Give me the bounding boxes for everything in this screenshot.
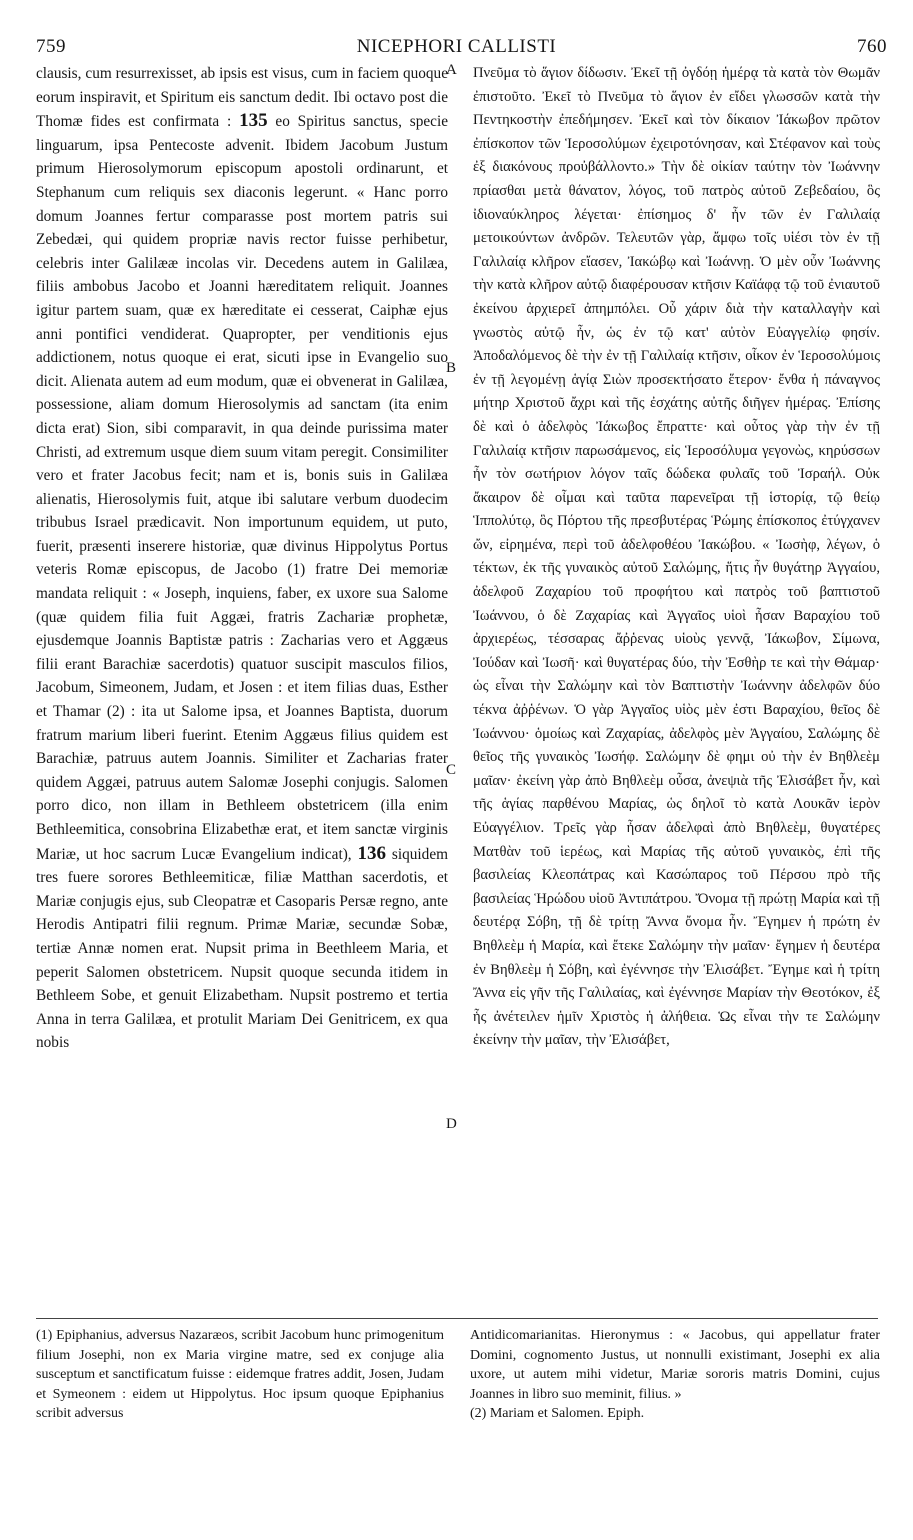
footnote-divider bbox=[36, 1318, 878, 1319]
margin-letter-d: D bbox=[446, 1116, 457, 1132]
margin-letter-a: A bbox=[446, 62, 457, 78]
footnote-left bbox=[36, 1326, 444, 1424]
margin-letter-b: B bbox=[446, 360, 457, 376]
footnote-1-continued: Antidicomarianitas. Hieronymus : « Jacobus, qui appellatur frater Domini, cognomento Justus, ut nonnulli existimant, Josephi ex alia uxore, ut autem mihi videtur, Mariæ sororis matris Domini, cujus Joannes in libro suo meminit, filius. » bbox=[470, 1328, 880, 1402]
running-title: NICEPHORI CALLISTI bbox=[356, 36, 557, 57]
column-number-135: 135 bbox=[239, 110, 268, 132]
footnote-right bbox=[470, 1326, 880, 1424]
latin-paragraph-2: eo Spiritus sanctus, specie linguarum, ipsa Pentecoste advenit. Ibidem Jacobum Justum primum Hierosolymorum episcopum apostoli ordinarunt, et Stephanum cum reliquis sex diaconis legerunt. « Hanc porro domum Joannes fertur comparasse post mortem patris sui Zebedæi, qui quidem propriæ navis rector fuisse perhibetur, celebris inter Galilææ incolas vir. Decedens autem in Galilæa, filiis ambobus Jacobo et Joanni hæreditatem reliquit. Joannes igitur partem suam, quæ ex hæreditate ei cesserat, Caiphæ ejus anni pontifici vendiderat. Quapropter, per venditionis ejus addictionem, notus quoque ei erat, sicuti ipse in Evangelio suo dicit. Alienata autem ad eum modum, quæ ei obvenerat in Galilæa, possessione, aliam domum Hierosolymis ad sanctam (ita enim dicta erat) Sion, sibi comparavit, in qua deinde purissima mater Christi, ad extremum usque diem suum vitam peregit. Consimiliter vero et frater Jacobus fecit; nam et is, bonis suis in Galilæa alienatis, Hierosolymis fuit, atque ibi salutare verbum duodecim tribubus Israel prædicavit. Non importunum equidem, ut puto, fuerit, præsenti inserere historiæ, quæ divinus Hippolytus Portus veteris Romæ episcopus, de Jacobo (1) fratre Dei memoriæ mandata reliquit : « Joseph, inquiens, faber, ex uxore sua Salome (quæ quidem filia fuit Aggæi, fratris Zachariæ prophetæ, ejusdemque Joannis Baptistæ patris : Zacharias vero et Aggæus filii erant Barachiæ sacerdotis) quatuor suscipit masculos filios, Jacobum, Simeonem, Judam, et Josen : et item filias duas, Esther et Thamar (2) : ita ut Salome ipsa, et Joannes Baptista, duorum fratrum marium liberi fuerint. Etenim Aggæus filius quidem est Barachiæ, patruus autem Joannis. Similiter et Zacharias frater quidem Aggæi, patruus autem Salomæ Josephi conjugis. Salomen porro dico, non illam in Bethleem obstetricem (illa enim Bethleemitica, consobrina Elizabethæ erat, et item sanctæ virginis Mariæ, ut hoc sacrum Lucæ Evangelium indicat), bbox=[36, 113, 448, 863]
margin-letters bbox=[446, 0, 466, 1300]
page-number-right: 760 bbox=[857, 36, 887, 57]
latin-text bbox=[36, 62, 448, 1055]
greek-column bbox=[473, 62, 880, 1053]
latin-paragraph-1: clausis, cum resurrexisset, ab ipsis est visus, cum in faciem quoque eorum inspiravit, et Spiritum eis sanctum dedit. Ibi octavo post die Thomæ fides est confirmata : bbox=[36, 65, 448, 131]
column-number-136: 136 bbox=[357, 842, 387, 864]
greek-text: Πνεῦμα τὸ ἅγιον δίδωσιν. Ἐκεῖ τῇ ὀγδόῃ ἡμέρᾳ τὰ κατὰ τὸν Θωμᾶν ἐπιστοῦτο. Ἐκεῖ τὸ Πνεῦμα τὸ ἅγιον ἐν εἴδει γλωσσῶν κατὰ τὴν Πεντηκοστὴν ἐπεδήμησεν. Ἐκεῖ καὶ τὸν δίκαιον Ἰάκωβον πρῶτον ἐπίσκοπον τῶν Ἱεροσολύμων ἐχειροτόνησαν, καὶ Στέφανον καὶ τοὺς ἐξ διακόνους προὐβάλλοντο.» Τὴν δὲ οἰκίαν ταύτην τὸν Ἰωάννην πρίασθαι μετὰ θάνατον, λόγος, τοῦ πατρὸς αὐτοῦ Ζεβεδαίου, ὃς ἰδιοναύκληρος λέγεται· ἐπίσημος δ' ἦν τῶν ἐν Γαλιλαίᾳ μετοικούντων ἀνδρῶν. Τελευτῶν γὰρ, ἄμφω τοῖς υἱέσι τὸν ἐν τῇ Γαλιλαίᾳ κλῆρον εἴασεν, Ἰακώβῳ καὶ Ἰωάννῃ. Ὁ μὲν οὖν Ἰωάννης τὴν κατὰ κλῆρον αὐτῷ διαφέρουσαν κτῆσιν Καϊάφᾳ τῷ τοῦ ἐνιαυτοῦ ἐκείνου ἀρχιερεῖ ἀπημπόλει. Οὗ χάριν διὰ τὴν καταλλαγὴν καὶ γνωστὸς αὐτῷ ἦν, ὡς ἐν τῷ κατ' αὐτὸν Εὐαγγελίῳ φησίν. Ἀποδαλόμενος δὲ τὴν ἐν τῇ Γαλιλαίᾳ κτῆσιν, οἶκον ἐν Ἱεροσολύμοις ἐν τῇ λεγομένῃ ἁγίᾳ Σιὼν προσεκτήσατο ἕτερον· ἔνθα ἡ πάναγνος μήτηρ Χριστοῦ ἄχρι καὶ τῆς ἐσχάτης αὐτῆς διῆγεν ἡμέρας. Ἐπίσης δὲ καὶ ὁ ἀδελφὸς Ἰάκωβος ἔπραττε· καὶ οὗτος γὰρ τὴν ἐν τῇ Γαλιλαίᾳ κτῆσιν παρωσάμενος, εἰς Ἱεροσόλυμα γεγονὼς, κηρύσσων ἦν τὸν σωτήριον λόγον ταῖς δώδεκα φυλαῖς τοῦ Ἰσραήλ. Οὐκ ἄκαιρον δὲ οἶμαι καὶ ταῦτα παρενεῖραι τῇ ἱστορίᾳ, τῷ θείῳ Ἱππολύτῳ, ὃς Πόρτου τῆς πρεσβυτέρας Ῥώμης ἐπίσκοπος ἐτύγχανεν ὤν, εἰρημένα, περὶ τοῦ ἀδελφοθέου Ἰακώβου. « Ἰωσὴφ, λέγων, ὁ τέκτων, ἐκ τῆς γυναικὸς αὐτοῦ Σαλώμης, ἥτις ἦν θυγάτηρ Ἀγγαίου, ἀδελφοῦ Ζαχαρίου τοῦ προφήτου καὶ πατρὸς τοῦ βαπτιστοῦ Ἰωάννου, ὁ δὲ Ζαχαρίας καὶ Ἀγγαῖος υἱοὶ ἦσαν Βαραχίου τοῦ ἀρχιερέως, τέσσαρας ἄῤῥενας υἱοὺς γεννᾷ, Ἰάκωβον, Σίμωνα, Ἰούδαν καὶ Ἰωσῆ· καὶ θυγατέρας δύο, τὴν Ἐσθὴρ τε καὶ τὴν Θάμαρ· ὡς εἶναι τὴν Σαλώμην καὶ τὸν Βαπτιστὴν Ἰωάννην ἀδελφῶν δύο τέκνα ἀῤῥένων. Ὁ γὰρ Ἀγγαῖος υἱὸς μὲν ἐστι Βαραχίου, θεῖος δὲ Ἰωάννου· ὁμοίως καὶ Ζαχαρίας, ἀδελφὸς μὲν Ἀγγαίου, Σαλώμης δὲ θεῖος τῆς γυναικὸς Ἰωσήφ. Σαλώμην δὲ φημι οὐ τὴν ἐν Βηθλεὲμ μαῖαν· ἐκείνη γὰρ ἀπὸ Βηθλεὲμ οὖσα, ἀνεψιὰ τῆς Ἐλισάβετ ἦν, καὶ τῆς ἁγίας παρθένου Μαρίας, ὡς δηλοῖ τὸ κατὰ Λουκᾶν ἱερὸν Εὐαγγέλιον. Τρεῖς γὰρ ἦσαν ἀδελφαὶ ἀπὸ Βηθλεὲμ, θυγατέρες Ματθὰν τοῦ ἱερέως, καὶ Μαρίας τῆς αὐτοῦ γυναικὸς, ἐπὶ τῆς βασιλείας Κλεοπάτρας καὶ Κασώπαρος τοῦ Πέρσου πρὸ τῆς βασιλείας Ἡρώδου υἱοῦ Ἀντιπάτρου. Ὄνομα τῇ πρώτῃ Μαρία καὶ τῇ δευτέρᾳ Σόβη, τῇ δὲ τρίτῃ Ἄννα ὄνομα ἦν. Ἔγημεν ἡ πρώτη ἐν Βηθλεὲμ ἡ Μαρία, καὶ ἔτεκε Σαλώμην τὴν μαῖαν· ἔγημεν ἡ δευτέρα ἐν Βηθλεὲμ ἡ Σόβη, καὶ ἐγέννησε τὴν Ἐλισάβετ. Ἔγημε καὶ ἡ τρίτη Ἄννα εἰς γῆν τῆς Γαλιλαίας, καὶ ἐγέννησε Μαρίαν τὴν Θεοτόκον, ἐξ ἧς ἀνέτειλεν ἡμῖν Χριστὸς ἡ ἀλήθεια. Ὡς εἶναι τὴν τε Σαλώμην ἐκείνην τὴν μαῖαν, τὴν Ἐλισάβετ, bbox=[473, 65, 880, 1049]
footnote-2: (2) Mariam et Salomen. Epiph. bbox=[470, 1406, 645, 1421]
footnote-1: (1) Epiphanius, adversus Nazaræos, scribit Jacobum hunc primogenitum filium Josephi, non ex Maria virgine matre, sed ex conjuge alia susceptum et sanctificatum fuisse : eidemque fratres addit, Josen, Judam et Symeonem : eidem ut Hippolytus. Hoc ipsum quoque Epiphanius scribit adversus bbox=[36, 1328, 444, 1421]
latin-paragraph-3: siquidem tres fuere sorores Bethleemiticæ, filiæ Matthan sacerdotis, et Mariæ conjugis ejus, sub Cleopatræ et Casoparis Persæ regno, ante Herodis Antipatri filii regnum. Primæ Mariæ, secundæ Sobæ, tertiæ Annæ nomen erat. Nupsit prima in Beethleem Maria, et peperit Salomen obstetricem. Nupsit quoque secunda itidem in Bethleem Sobe, et genuit Elizabetham. Nupsit postremo et tertia Anna in terra Galilæa, et protulit Mariam Dei Genitricem, ex qua nobis bbox=[36, 845, 449, 1052]
latin-column bbox=[36, 62, 448, 1055]
page-number-left: 759 bbox=[36, 36, 66, 57]
margin-letter-c: C bbox=[446, 762, 457, 778]
